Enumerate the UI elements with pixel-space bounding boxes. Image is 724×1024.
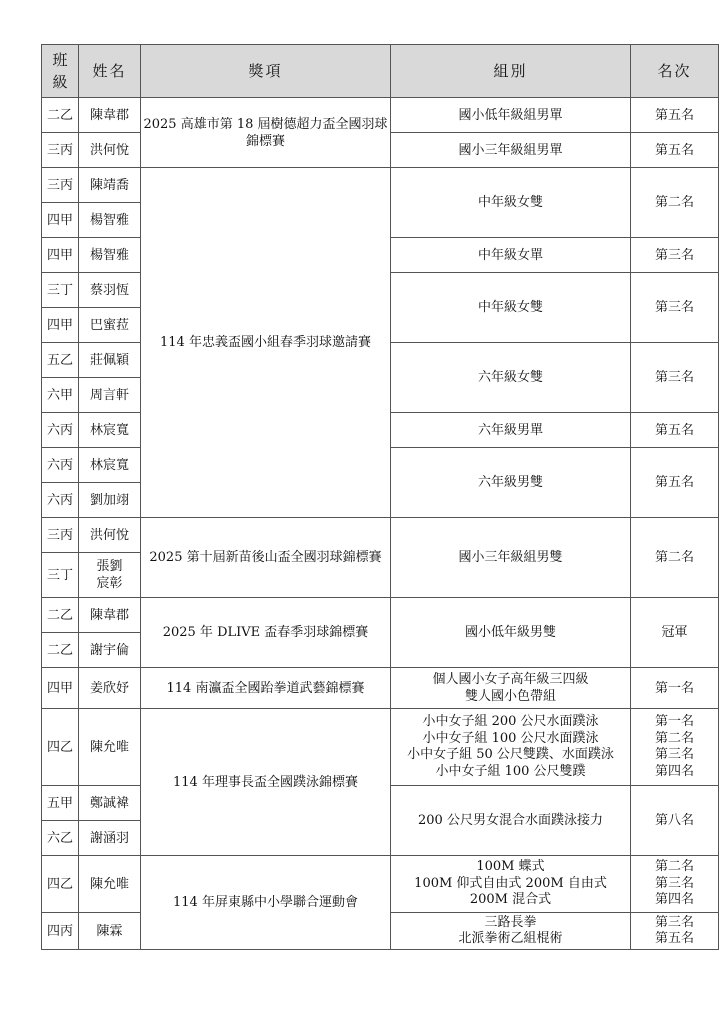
award-cell: 2025 年 DLIVE 盃春季羽球錦標賽 (141, 598, 391, 668)
group-cell: 100M 蝶式 100M 仰式自由式 200M 自由式 200M 混合式 (391, 856, 631, 913)
class-cell: 三丙 (42, 518, 79, 553)
header-class-line1: 班 (52, 51, 68, 69)
rank-cell: 第三名 (631, 273, 719, 343)
rank-cell: 第五名 (631, 448, 719, 518)
header-rank: 名次 (631, 45, 719, 98)
award-cell: 2025 第十屆新苗後山盃全國羽球錦標賽 (141, 518, 391, 598)
class-cell: 四乙 (42, 709, 79, 786)
group-cell: 200 公尺男女混合水面蹼泳接力 (391, 786, 631, 856)
rank-cell: 冠軍 (631, 598, 719, 668)
name-cell: 莊佩穎 (79, 343, 141, 378)
name-cell: 陳韋郡 (79, 98, 141, 133)
name-cell: 蔡羽恆 (79, 273, 141, 308)
class-cell: 四甲 (42, 308, 79, 343)
class-cell: 五甲 (42, 786, 79, 821)
award-cell: 114 年屏東縣中小學聯合運動會 (141, 856, 391, 950)
class-cell: 四丙 (42, 913, 79, 950)
name-cell: 巴蜜菈 (79, 308, 141, 343)
class-cell: 四乙 (42, 856, 79, 913)
name-cell: 鄭誠褘 (79, 786, 141, 821)
name-cell: 楊智雅 (79, 238, 141, 273)
table-row (42, 856, 719, 913)
table-row (42, 518, 719, 553)
name-cell: 劉加翊 (79, 483, 141, 518)
header-row (42, 45, 719, 98)
rank-cell: 第八名 (631, 786, 719, 856)
group-cell: 國小低年級組男單 (391, 98, 631, 133)
group-cell: 三路長拳 北派拳術乙組棍術 (391, 913, 631, 950)
name-cell: 陳韋郡 (79, 598, 141, 633)
table-row (42, 98, 719, 133)
name-cell: 洪何悅 (79, 133, 141, 168)
name-cell: 周言軒 (79, 378, 141, 413)
name-cell: 陳允唯 (79, 856, 141, 913)
name-cell: 林宸寬 (79, 413, 141, 448)
name-cell: 張劉 宸彰 (79, 553, 141, 598)
class-cell: 四甲 (42, 238, 79, 273)
rank-cell: 第二名 (631, 168, 719, 238)
name-cell: 楊智雅 (79, 203, 141, 238)
header-class-line2: 級 (52, 73, 68, 91)
name-cell: 林宸寬 (79, 448, 141, 483)
group-cell: 六年級女雙 (391, 343, 631, 413)
header-name: 姓名 (79, 45, 141, 98)
group-cell: 中年級女雙 (391, 273, 631, 343)
name-cell: 謝涵羽 (79, 821, 141, 856)
table-row (42, 668, 719, 709)
rank-cell: 第三名 (631, 343, 719, 413)
class-cell: 六丙 (42, 448, 79, 483)
name-cell: 陳靖喬 (79, 168, 141, 203)
class-cell: 三丁 (42, 273, 79, 308)
class-cell: 六甲 (42, 378, 79, 413)
class-cell: 六丙 (42, 483, 79, 518)
header-award: 獎項 (141, 45, 391, 98)
class-cell: 六乙 (42, 821, 79, 856)
rank-cell: 第二名 第三名 第四名 (631, 856, 719, 913)
rank-cell: 第五名 (631, 98, 719, 133)
group-cell: 中年級女雙 (391, 168, 631, 238)
class-cell: 四甲 (42, 668, 79, 709)
class-cell: 三丙 (42, 133, 79, 168)
award-cell: 114 年理事長盃全國蹼泳錦標賽 (141, 709, 391, 856)
class-cell: 六丙 (42, 413, 79, 448)
name-cell: 陳允唯 (79, 709, 141, 786)
header-class (42, 45, 79, 98)
table-row (42, 598, 719, 633)
name-cell: 洪何悅 (79, 518, 141, 553)
class-cell: 二乙 (42, 598, 79, 633)
rank-cell: 第一名 (631, 668, 719, 709)
rank-cell: 第三名 第五名 (631, 913, 719, 950)
group-cell: 國小三年級組男單 (391, 133, 631, 168)
awards-table (41, 44, 719, 950)
award-cell: 114 南瀛盃全國跆拳道武藝錦標賽 (141, 668, 391, 709)
group-cell: 國小低年級男雙 (391, 598, 631, 668)
rank-cell: 第五名 (631, 413, 719, 448)
award-cell: 114 年忠義盃國小組春季羽球邀請賽 (141, 168, 391, 518)
class-cell: 三丙 (42, 168, 79, 203)
class-cell: 四甲 (42, 203, 79, 238)
table-row (42, 168, 719, 203)
class-cell: 五乙 (42, 343, 79, 378)
rank-cell: 第一名 第二名 第三名 第四名 (631, 709, 719, 786)
group-cell: 六年級男雙 (391, 448, 631, 518)
group-cell: 小中女子組 200 公尺水面蹼泳 小中女子組 100 公尺水面蹼泳 小中女子組 50 公尺雙蹼、水面蹼泳 小中女子組 100 公尺雙蹼 (391, 709, 631, 786)
name-cell: 姜欣妤 (79, 668, 141, 709)
name-cell: 謝宇倫 (79, 633, 141, 668)
rank-cell: 第二名 (631, 518, 719, 598)
group-cell: 個人國小女子高年級三四級 雙人國小色帶組 (391, 668, 631, 709)
class-cell: 二乙 (42, 98, 79, 133)
group-cell: 六年級男單 (391, 413, 631, 448)
group-cell: 國小三年級組男雙 (391, 518, 631, 598)
name-cell: 陳霖 (79, 913, 141, 950)
group-cell: 中年級女單 (391, 238, 631, 273)
table-row (42, 709, 719, 786)
class-cell: 三丁 (42, 553, 79, 598)
class-cell: 二乙 (42, 633, 79, 668)
award-cell: 2025 高雄市第 18 屆樹德超力盃全國羽球錦標賽 (141, 98, 391, 168)
rank-cell: 第三名 (631, 238, 719, 273)
rank-cell: 第五名 (631, 133, 719, 168)
header-group: 組別 (391, 45, 631, 98)
